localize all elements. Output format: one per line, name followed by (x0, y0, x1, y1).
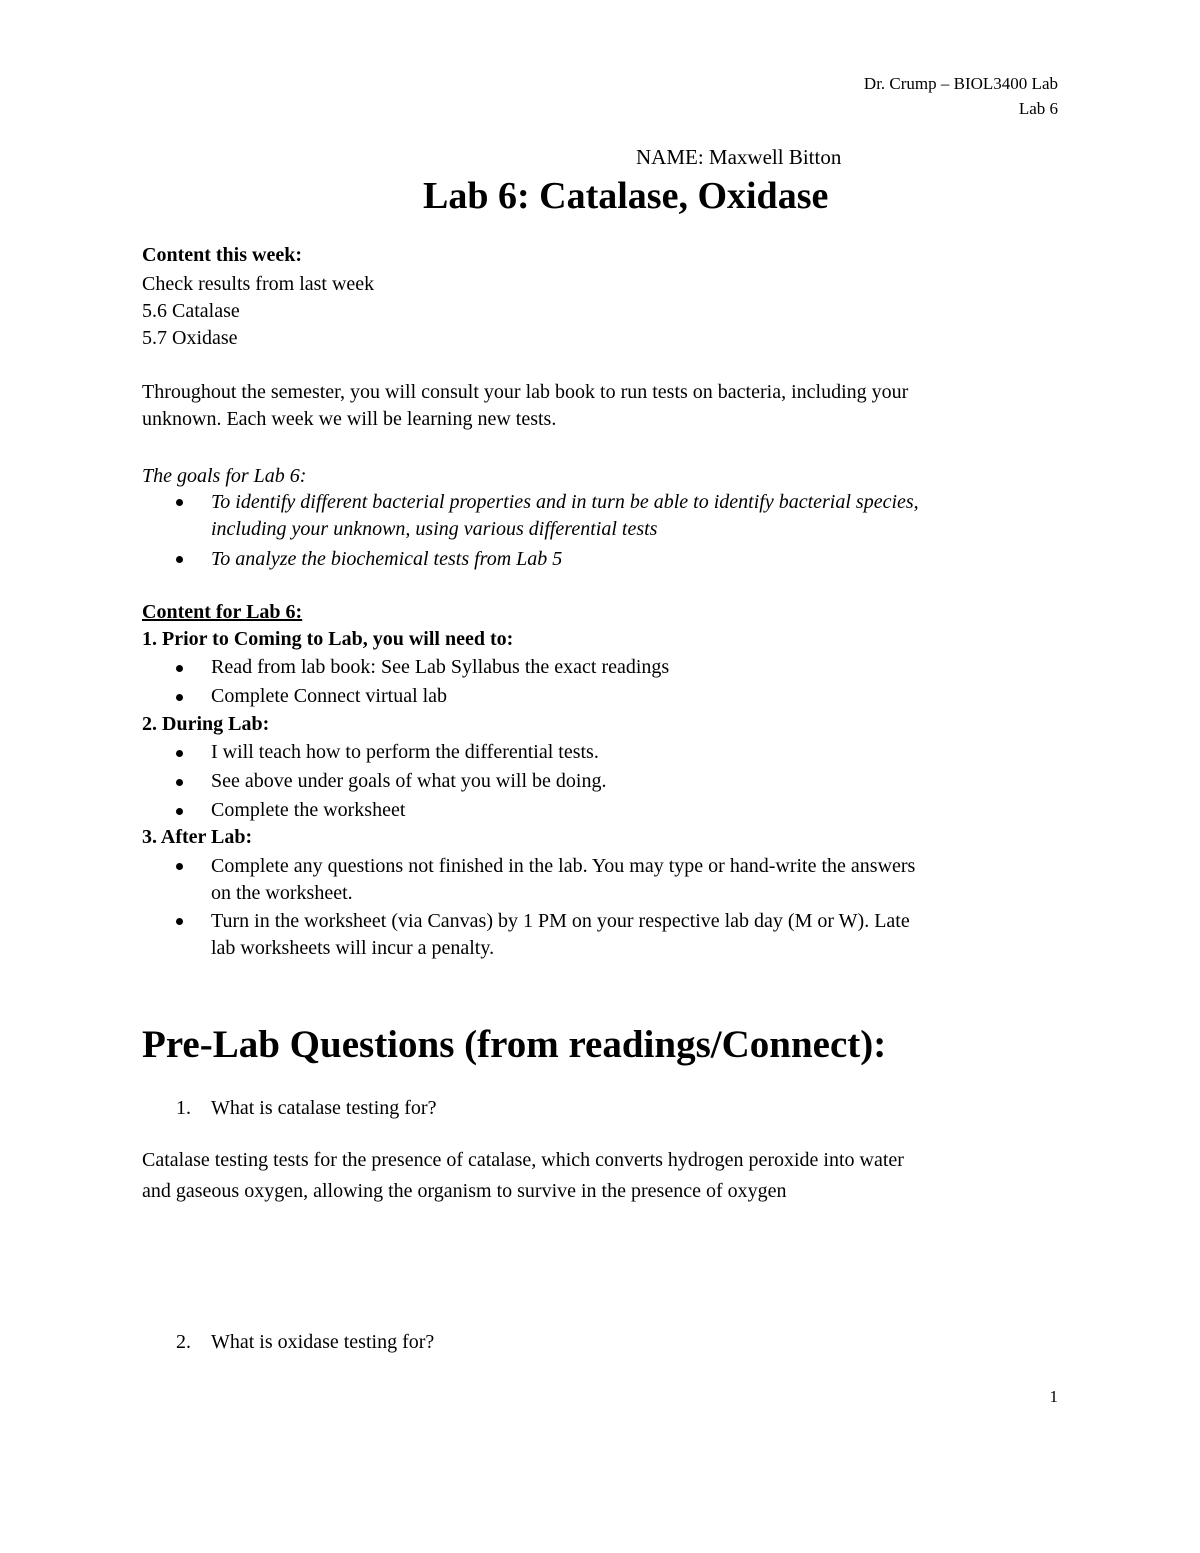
question-2: What is oxidase testing for? (211, 1331, 435, 1353)
list-item: I will teach how to perform the differential tests. (211, 741, 599, 763)
prelab-heading: Pre-Lab Questions (from readings/Connect): (142, 1023, 887, 1066)
bullet-icon (176, 779, 183, 786)
answer-1-line: and gaseous oxygen, allowing the organism to survive in the presence of oxygen (142, 1180, 787, 1202)
header-lab: Lab 6 (1018, 99, 1058, 118)
question-number: 2. (176, 1331, 191, 1353)
list-item: 5.7 Oxidase (142, 327, 238, 349)
bullet-icon (176, 918, 183, 925)
intro-paragraph-line: unknown. Each week we will be learning new tests. (142, 408, 557, 430)
during-lab-heading: 2. During Lab: (142, 713, 270, 735)
content-this-week-heading: Content this week: (142, 244, 302, 266)
bullet-icon (176, 808, 183, 815)
list-item: Read from lab book: See Lab Syllabus the exact readings (211, 656, 670, 678)
list-item-line: lab worksheets will incur a penalty. (211, 937, 495, 959)
bullet-icon (176, 863, 183, 870)
goal-item-line: including your unknown, using various differential tests (211, 518, 658, 540)
intro-paragraph-line: Throughout the semester, you will consult your lab book to run tests on bacteria, including your (142, 381, 909, 403)
question-1: What is catalase testing for? (211, 1097, 437, 1119)
goals-heading: The goals for Lab 6: (142, 465, 307, 487)
goal-item: To analyze the biochemical tests from Lab 5 (211, 548, 563, 570)
after-lab-heading: 3. After Lab: (142, 826, 253, 848)
bullet-icon (176, 750, 183, 757)
list-item-line: on the worksheet. (211, 882, 353, 904)
prior-to-lab-heading: 1. Prior to Coming to Lab, you will need to: (142, 628, 514, 650)
bullet-icon (176, 665, 183, 672)
list-item-line: Turn in the worksheet (via Canvas) by 1 PM on your respective lab day (M or W). Late (211, 910, 910, 932)
list-item-line: Complete any questions not finished in the lab. You may type or hand-write the answers (211, 855, 916, 877)
bullet-icon (176, 694, 183, 701)
student-name: NAME: Maxwell Bitton (636, 145, 842, 169)
page-title: Lab 6: Catalase, Oxidase (423, 175, 829, 217)
list-item: 5.6 Catalase (142, 300, 240, 322)
list-item: Check results from last week (142, 273, 375, 295)
content-for-lab-heading: Content for Lab 6: (142, 601, 303, 623)
list-item: Complete the worksheet (211, 799, 406, 821)
answer-1-line: Catalase testing tests for the presence of catalase, which converts hydrogen peroxide into water (142, 1149, 904, 1171)
header-course: Dr. Crump – BIOL3400 Lab (863, 74, 1058, 93)
list-item: See above under goals of what you will be doing. (211, 770, 607, 792)
list-item: Complete Connect virtual lab (211, 685, 448, 707)
page-number: 1 (1049, 1387, 1058, 1406)
bullet-icon (176, 499, 183, 506)
bullet-icon (176, 556, 183, 563)
goal-item-line: To identify different bacterial properties and in turn be able to identify bacterial species, (211, 491, 919, 513)
question-number: 1. (176, 1097, 191, 1119)
